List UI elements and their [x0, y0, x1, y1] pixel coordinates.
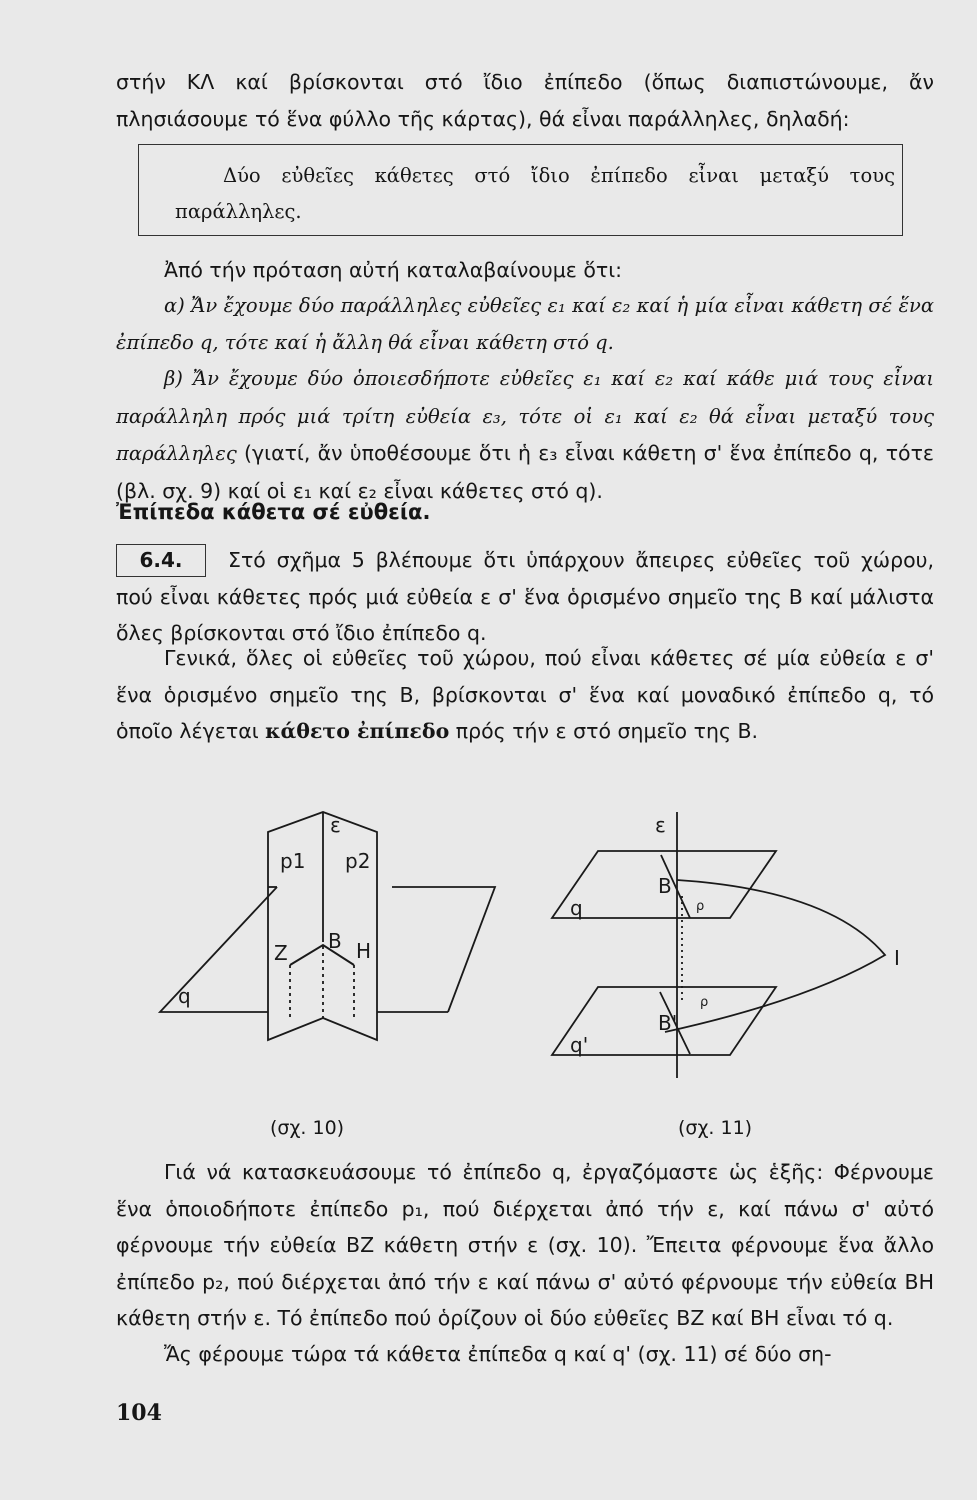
label-b-prime: Β': [658, 1011, 678, 1035]
caption-fig10: (σχ. 10): [270, 1117, 345, 1139]
label-e-fig11: ε: [655, 813, 666, 837]
label-h: Η: [356, 939, 372, 963]
section-number: 6.4.: [116, 544, 206, 577]
label-q-fig11: q: [570, 896, 583, 920]
figure-10: [160, 812, 495, 1040]
caption-fig11: (σχ. 11): [678, 1117, 753, 1139]
item-b-italic: β) Ἄν ἔχουμε δύο ὁποιεσδήποτε εὐθεῖες ε₁ καί ε₂ καί κάθε μιά τους εἶναι παράλληλη πρός μιά τρίτη εὐθεία ε₃, τότε οἱ ε₁ καί ε₂ θά εἶναι μεταξύ τους παράλληλες: [116, 367, 934, 465]
label-z: Ζ: [274, 941, 288, 965]
paragraph-1: στήν ΚΛ καί βρίσκονται στό ἴδιο ἐπίπεδο (ὅπως διαπιστώνουμε, ἄν πλησιάσουμε τό ἕνα φύλλο τῆς κάρτας), θά εἶναι παράλληλες, δηλαδή:: [116, 70, 934, 131]
label-e-fig10: ε: [330, 813, 341, 837]
item-a: α) Ἄν ἔχουμε δύο παράλληλες εὐθεῖες ε₁ καί ε₂ καί ἡ μία εἶναι κάθετη σέ ἕνα ἐπίπεδο q, τότε καί ἡ ἄλλη θά εἶναι κάθετη στό q.: [116, 294, 934, 354]
figure-10-labels: [178, 813, 371, 1008]
label-rho-lower: ρ: [700, 995, 709, 1010]
page-number: 104: [116, 1400, 162, 1426]
label-p2: p2: [345, 849, 371, 873]
figure-11: [552, 812, 885, 1078]
lines-bz-bh: [290, 945, 354, 965]
paragraph-2: Ἀπό τήν πρόταση αὐτή καταλαβαίνουμε ὅτι:: [164, 258, 623, 282]
paragraph-4-start: Γενικά, ὅλες οἱ εὐθεῖες τοῦ χώρου, πού εἶναι κάθετες σέ μία εὐθεία ε σ' ἕνα ὁρισμένο σημεῖο της Β, βρίσκονται σ' ἕνα καί μοναδικό ἐπίπεδο q, τό ὁποῖο λέγεται: [116, 646, 934, 743]
section-heading: Ἐπίπεδα κάθετα σέ εὐθεία.: [116, 500, 431, 524]
label-rho-upper: ρ: [696, 899, 705, 914]
label-p1: p1: [280, 849, 306, 873]
item-b-rest: (γιατί, ἄν ὑποθέσουμε ὅτι ἡ ε₃ εἶναι κάθετη σ' ἕνα ἐπίπεδο q, τότε (βλ. σχ. 9) καί οἱ ε₁ καί ε₂ εἶναι κάθετες στό q).: [116, 441, 934, 503]
label-q-fig10: q: [178, 984, 191, 1008]
paragraph-3: Στό σχῆμα 5 βλέπουμε ὅτι ὑπάρχουν ἄπειρες εὐθεῖες τοῦ χώρου, πού εἶναι κάθετες πρός μιά εὐθεία ε σ' ἕνα ὁρισμένο σημεῖο της Β καί μάλιστα ὅλες βρίσκονται στό ἴδιο ἐπίπεδο q.: [116, 548, 934, 645]
paragraph-6: Ἄς φέρουμε τώρα τά κάθετα ἐπίπεδα q καί q' (σχ. 11) σέ δύο ση-: [164, 1342, 832, 1366]
boxed-statement: Δύο εὐθεῖες κάθετες στό ἴδιο ἐπίπεδο εἶναι μεταξύ τους παράλληλες.: [175, 164, 895, 223]
label-q-prime: q': [570, 1033, 589, 1057]
paragraph-4-end: πρός τήν ε στό σημεῖο της Β.: [449, 719, 759, 743]
bold-term: κάθετο ἐπίπεδο: [265, 719, 450, 743]
figure-11-labels: [570, 813, 900, 1057]
label-b-fig10: Β: [328, 929, 342, 953]
label-i: Ι: [894, 946, 900, 970]
paragraph-5: Γιά νά κατασκευάσουμε τό ἐπίπεδο q, ἐργαζόμαστε ὡς ἑξῆς: Φέρνουμε ἕνα ὁποιοδήποτε ἐπίπεδο p₁, πού διέρχεται ἀπό τήν ε, καί πάνω σ' αὐτό φέρνουμε τήν εὐθεία ΒΖ κάθετη στήν ε (σχ. 10). Ἔπειτα φέρνουμε ἕνα ἄλλο ἐπίπεδο p₂, πού διέρχεται ἀπό τήν ε καί πάνω σ' αὐτό φέρνουμε τήν εὐθεία ΒΗ κάθετη στήν ε. Τό ἐπίπεδο πού ὁρίζουν οἱ δύο εὐθεῖες ΒΖ καί ΒΗ εἶναι τό q.: [116, 1160, 934, 1330]
hidden-verticals: [290, 965, 354, 1018]
label-b-fig11: Β: [658, 874, 672, 898]
